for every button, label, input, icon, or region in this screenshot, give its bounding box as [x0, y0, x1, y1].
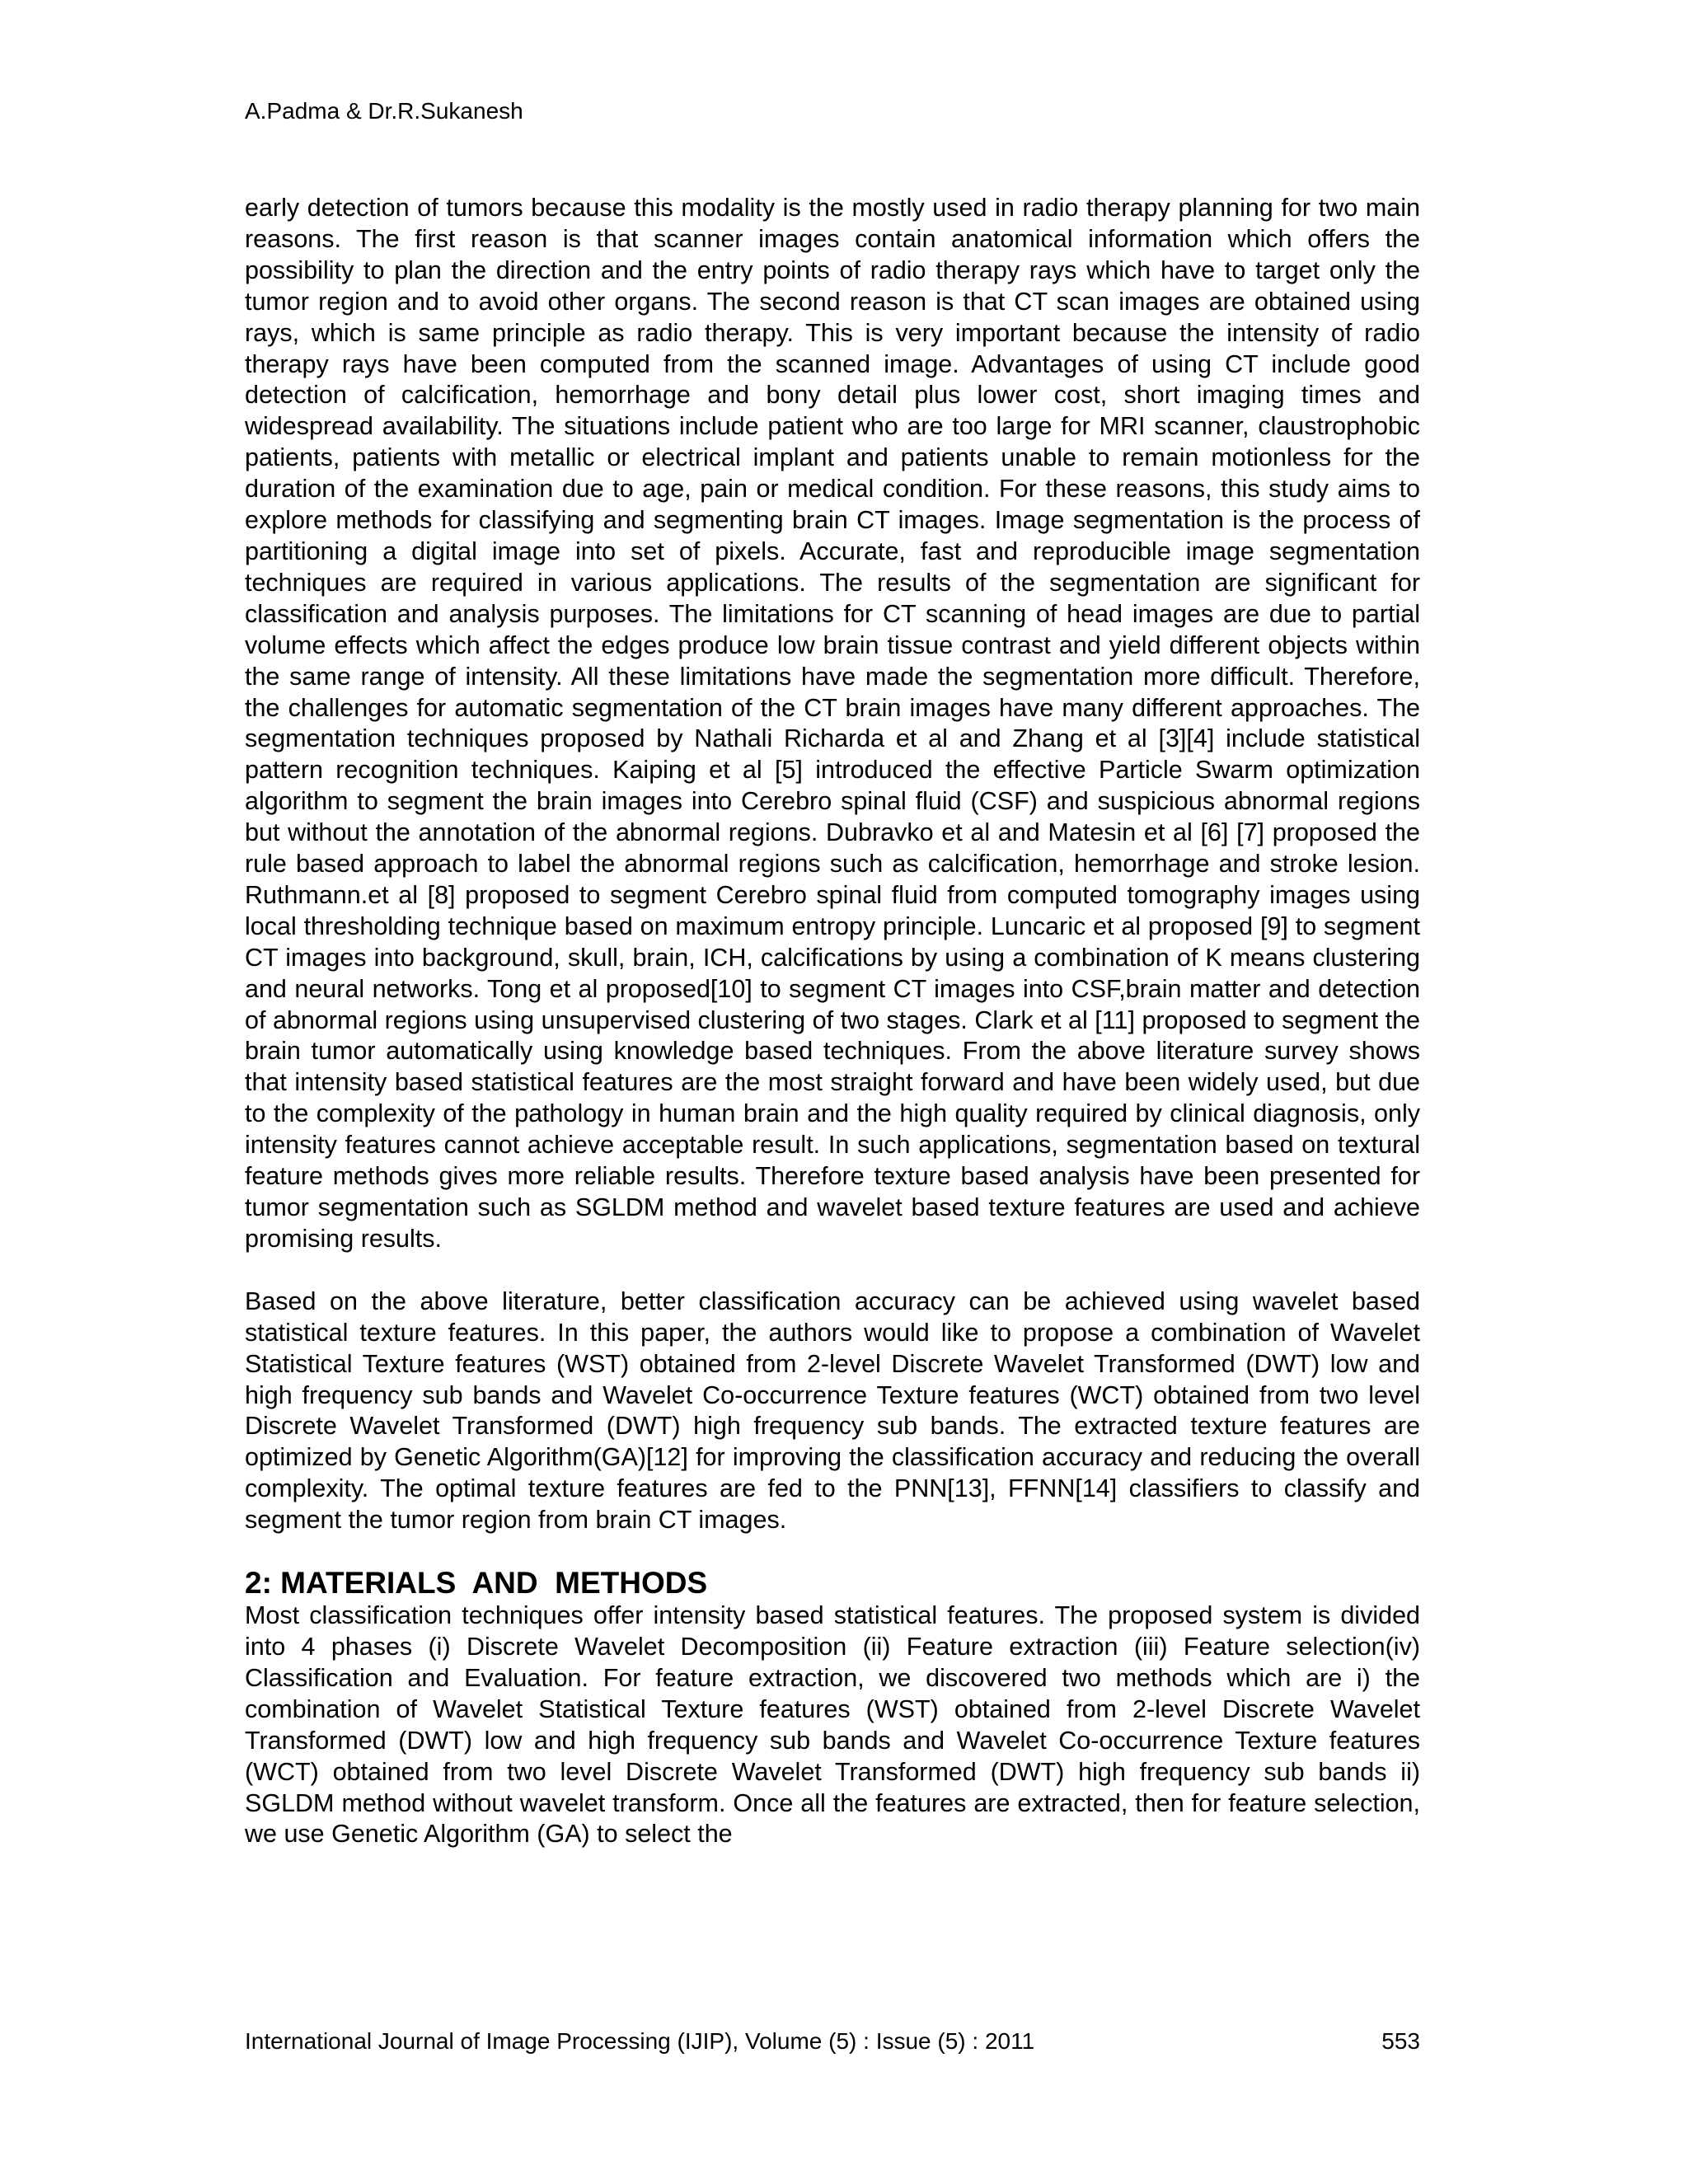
main-content	[245, 193, 1420, 1850]
body-paragraph-3: Most classification techniques offer intensity based statistical features. The proposed system is divided into 4 phases (i) Discrete Wavelet Decomposition (ii) Feature extraction (iii) Feature selection(iv) Classification and Evaluation. For feature extraction, we discovered two methods which are i) the combination of Wavelet Statistical Texture features (WST) obtained from 2-level Discrete Wavelet Transformed (DWT) low and high frequency sub bands and Wavelet Co-occurrence Texture features (WCT) obtained from two level Discrete Wavelet Transformed (DWT) high frequency sub bands ii) SGLDM method without wavelet transform. Once all the features are extracted, then for feature selection, we use Genetic Algorithm (GA) to select the	[245, 1601, 1420, 1849]
running-footer	[245, 2027, 1420, 2055]
footer-page-number: 553	[1381, 2028, 1420, 2054]
body-paragraph-1: early detection of tumors because this modality is the mostly used in radio therapy planning for two main reasons. The first reason is that scanner images contain anatomical information which offers the possibility to plan the direction and the entry points of radio therapy rays which have to target only the tumor region and to avoid other organs. The second reason is that CT scan images are obtained using rays, which is same principle as radio therapy. This is very important because the intensity of radio therapy rays have been computed from the scanned image. Advantages of using CT include good detection of calcification, hemorrhage and bony detail plus lower cost, short imaging times and widespread availability. The situations include patient who are too large for MRI scanner, claustrophobic patients, patients with metallic or electrical implant and patients unable to remain motionless for the duration of the examination due to age, pain or medical condition. For these reasons, this study aims to explore methods for classifying and segmenting brain CT images. Image segmentation is the process of partitioning a digital image into set of pixels. Accurate, fast and reproducible image segmentation techniques are required in various applications. The results of the segmentation are significant for classification and analysis purposes. The limitations for CT scanning of head images are due to partial volume effects which affect the edges produce low brain tissue contrast and yield different objects within the same range of intensity. All these limitations have made the segmentation more difficult. Therefore, the challenges for automatic segmentation of the CT brain images have many different approaches. The segmentation techniques proposed by Nathali Richarda et al and Zhang et al [3][4] include statistical pattern recognition techniques. Kaiping et al [5] introduced the effective Particle Swarm optimization algorithm to segment the brain images into Cerebro spinal fluid (CSF) and suspicious abnormal regions but without the annotation of the abnormal regions. Dubravko et al and Matesin et al [6] [7] proposed the rule based approach to label the abnormal regions such as calcification, hemorrhage and stroke lesion. Ruthmann.et al [8] proposed to segment Cerebro spinal fluid from computed tomography images using local thresholding technique based on maximum entropy principle. Luncaric et al proposed [9] to segment CT images into background, skull, brain, ICH, calcifications by using a combination of K means clustering and neural networks. Tong et al proposed[10] to segment CT images into CSF,brain matter and detection of abnormal regions using unsupervised clustering of two stages. Clark et al [11] proposed to segment the brain tumor automatically using knowledge based techniques. From the above literature survey shows that intensity based statistical features are the most straight forward and have been widely used, but due to the complexity of the pathology in human brain and the high quality required by clinical diagnosis, only intensity features cannot achieve acceptable result. In such applications, segmentation based on textural feature methods gives more reliable results. Therefore texture based analysis have been presented for tumor segmentation such as SGLDM method and wavelet based texture features are used and achieve promising results.	[245, 194, 1420, 1253]
body-paragraph-2: Based on the above literature, better classification accuracy can be achieved using wavelet based statistical texture features. In this paper, the authors would like to propose a combination of Wavelet Statistical Texture features (WST) obtained from 2-level Discrete Wavelet Transformed (DWT) low and high frequency sub bands and Wavelet Co-occurrence Texture features (WCT) obtained from two level Discrete Wavelet Transformed (DWT) high frequency sub bands. The extracted texture features are optimized by Genetic Algorithm(GA)[12] for improving the classification accuracy and reducing the overall complexity. The optimal texture features are fed to the PNN[13], FFNN[14] classifiers to classify and segment the tumor region from brain CT images.	[245, 1286, 1420, 1535]
section-heading: 2: MATERIALS AND METHODS	[245, 1566, 708, 1601]
running-header-authors: A.Padma & Dr.R.Sukanesh	[245, 98, 523, 124]
footer-journal-citation: International Journal of Image Processing (IJIP), Volume (5) : Issue (5) : 2011	[245, 2028, 1035, 2054]
